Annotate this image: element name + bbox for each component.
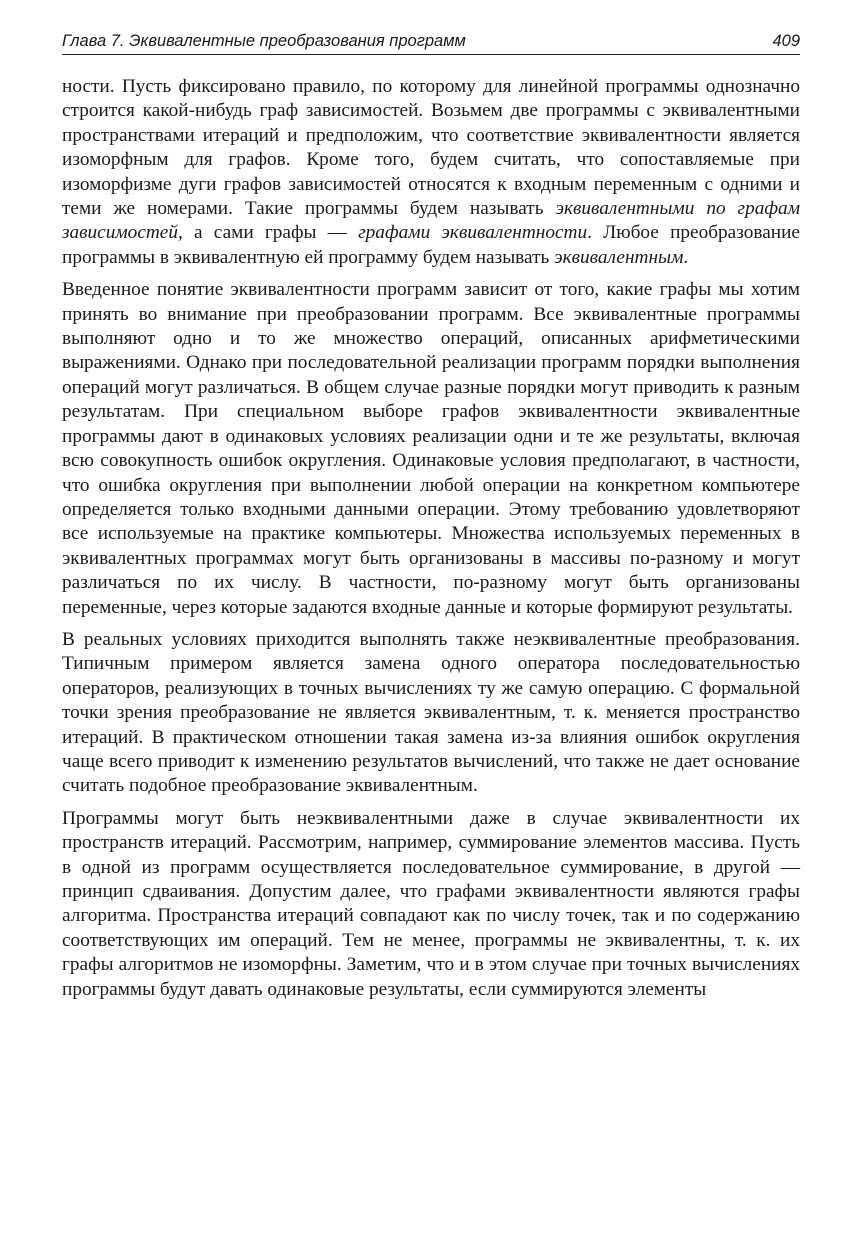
page-body [62, 75, 800, 1010]
term-equivalent: эквивалентным [554, 246, 684, 268]
paragraph-1-text-a: ности. Пусть фиксировано правило, по которому для линейной программы однозначно строится какой-нибудь граф зависимостей. Возьмем две программы с эквивалентными пространствами итераций и предположим, что соответствие эквивалентности является изоморфным для графов. Кроме того, будем считать, что сопоставляемые при изоморфизме дуги графов зависимостей относятся к входным переменным с одними и теми же номерами. Такие программы будем называть [62, 76, 800, 220]
term-equivalence-graphs: графами эквивалентности [358, 222, 588, 244]
paragraph-2: Введенное понятие эквивалентности программ зависит от того, какие графы мы хотим принять во внимание при преобразовании программ. Все эквивалентные программы выполняют одно и то же множество операций, описанных арифметическими выражениями. Однако при последовательной реализации программ порядки выполнения операций могут различаться. В общем случае разные порядки могут приводить к разным результатам. При специальном выборе графов эквивалентности эквивалентные программы дают в одинаковых условиях реализации одни и те же результаты, включая всю совокупность ошибок округления. Одинаковые условия предполагают, в частности, что ошибка округления при выполнении любой операции на конкретном компьютере определяется только входными данными операции. Этому требованию удовлетворяют все используемые на практике компьютеры. Множества используемых переменных в эквивалентных программах могут быть организованы в массивы по-разному и могут различаться по их числу. В частности, по-разному могут быть организованы переменные, через которые задаются входные данные и которые формируют результаты. [62, 279, 800, 618]
paragraph-3: В реальных условиях приходится выполнять также неэквивалентные преобразования. Типичным примером является замена одного оператора последовательностью операторов, реализующих в точных вычислениях ту же самую операцию. С формальной точки зрения преобразование не является эквивалентным, т. к. меняется пространство итераций. В практическом отношении такая замена из-за влияния ошибок округления чаще всего приводит к изменению результатов вычислений, что также не дает основание считать подобное преобразование эквивалентным. [62, 628, 800, 797]
page-number: 409 [772, 32, 800, 50]
paragraph-1-text-c: . Любое преобразование программы в эквивалентную ей программу будем называть [62, 222, 800, 268]
running-header [62, 30, 800, 55]
paragraph-1 [62, 75, 800, 270]
paragraph-1-text-d: . [683, 246, 689, 268]
paragraph-4: Программы могут быть неэквивалентными даже в случае эквивалентности их пространств итераций. Рассмотрим, например, суммирование элементов массива. Пусть в одной из программ осуществляется последовательное суммирование, в другой — принцип сдваивания. Допустим далее, что графами эквивалентности являются графы алгоритма. Пространства итераций совпадают как по числу точек, так и по содержанию соответствующих им операций. Тем не менее, программы не эквивалентны, т. к. их графы алгоритмов не изоморфны. Заметим, что и в этом случае при точных вычислениях программы будут давать одинаковые результаты, если суммируются элементы [62, 807, 800, 1000]
paragraph-1-text-b: , а сами графы — [178, 222, 359, 244]
term-equivalent-by-dependency-graphs: эквивалентными по графам зависимостей [62, 198, 800, 244]
chapter-title: Глава 7. Эквивалентные преобразования программ [62, 32, 466, 50]
